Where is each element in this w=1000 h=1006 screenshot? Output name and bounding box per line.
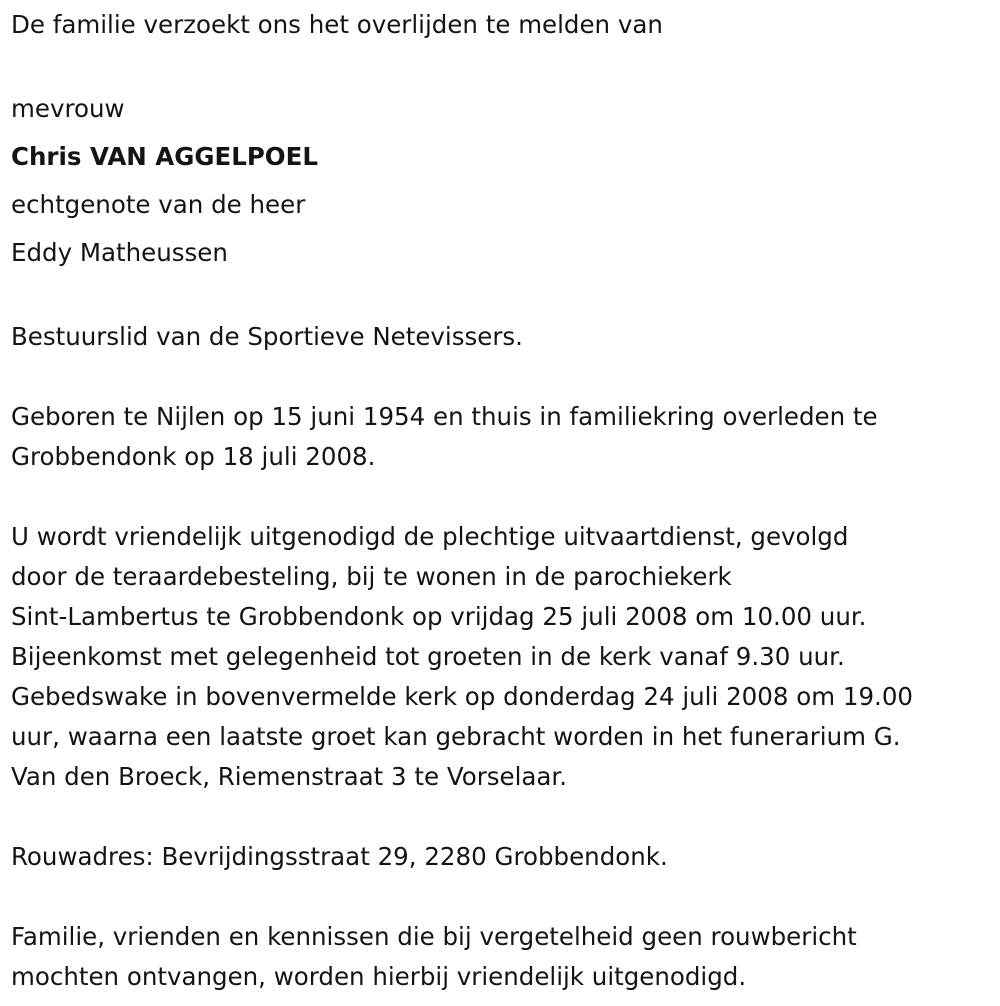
function-text: Bestuurslid van de Sportieve Netevissers. (11, 322, 523, 351)
spouse-name: Eddy Matheussen (11, 238, 228, 267)
paragraph-line: Gebedswake in bovenvermelde kerk op donderdag 24 juli 2008 om 19.00 (11, 682, 913, 711)
spacer (11, 277, 996, 317)
paragraph-line: U wordt vriendelijk uitgenodigd de plechtige uitvaartdienst, gevolgd (11, 522, 849, 551)
closing-paragraph (11, 917, 996, 997)
deceased-title: mevrouw (11, 94, 125, 123)
intro-text: De familie verzoekt ons het overlijden te melden van (11, 10, 663, 39)
birth-death-paragraph (11, 397, 996, 477)
paragraph-line: uur, waarna een laatste groet kan gebracht worden in het funerarium G. (11, 722, 901, 751)
funeral-paragraph (11, 517, 996, 797)
paragraph-line: Bijeenkomst met gelegenheid tot groeten in de kerk vanaf 9.30 uur. (11, 642, 845, 671)
mourning-address: Rouwadres: Bevrijdingsstraat 29, 2280 Grobbendonk. (11, 842, 668, 871)
spacer (11, 877, 996, 917)
paragraph-line: Geboren te Nijlen op 15 juni 1954 en thuis in familiekring overleden te (11, 402, 878, 431)
deceased-block (11, 85, 996, 277)
spacer (11, 357, 996, 397)
paragraph-line: Grobbendonk op 18 juli 2008. (11, 442, 376, 471)
obituary-notice (11, 5, 996, 997)
spacer (11, 797, 996, 837)
spacer (11, 477, 996, 517)
paragraph-line: door de teraardebesteling, bij te wonen in de parochiekerk (11, 562, 732, 591)
deceased-relation: echtgenote van de heer (11, 190, 306, 219)
paragraph-line: Van den Broeck, Riemenstraat 3 te Vorselaar. (11, 762, 568, 791)
spacer (11, 45, 996, 85)
paragraph-line: mochten ontvangen, worden hierbij vriendelijk uitgenodigd. (11, 962, 747, 991)
deceased-name: Chris VAN AGGELPOEL (11, 142, 318, 171)
paragraph-line: Sint-Lambertus te Grobbendonk op vrijdag 25 juli 2008 om 10.00 uur. (11, 602, 867, 631)
paragraph-line: Familie, vrienden en kennissen die bij vergetelheid geen rouwbericht (11, 922, 857, 951)
